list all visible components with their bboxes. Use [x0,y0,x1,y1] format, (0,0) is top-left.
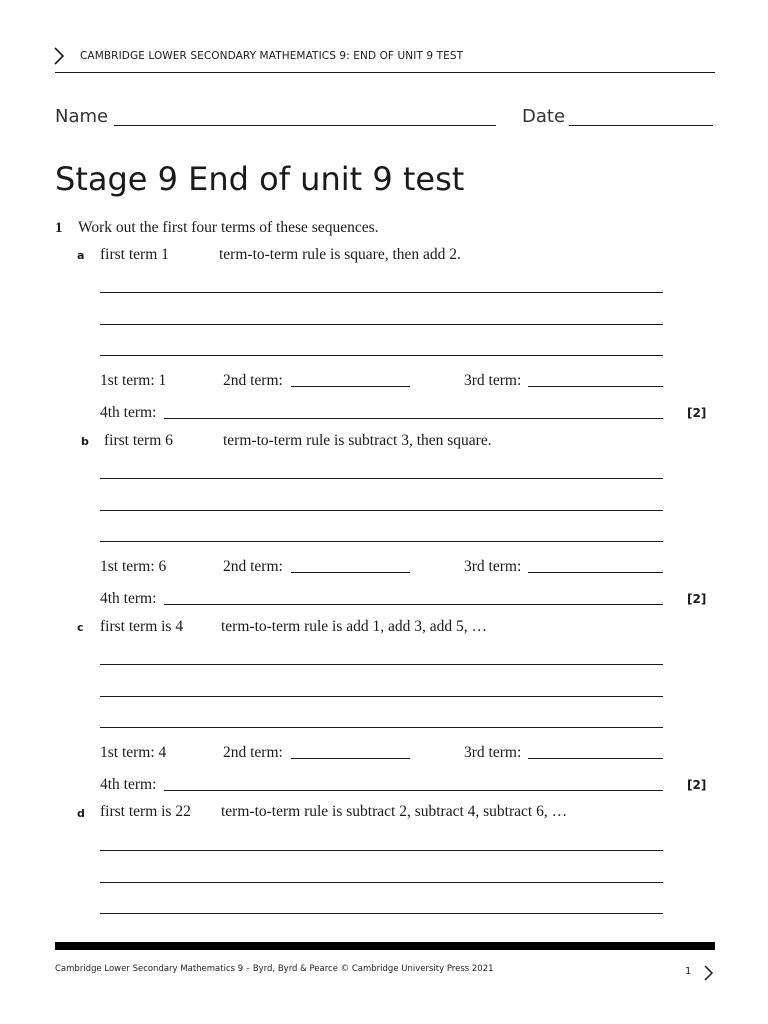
part-b-term2-answer[interactable] [291,572,410,573]
part-letter-a: a [77,249,85,262]
part-b-term4-answer[interactable] [164,604,663,605]
part-letter-d: d [77,807,85,820]
header-divider [55,72,715,73]
working-line[interactable] [100,882,663,883]
working-line[interactable] [100,913,663,914]
part-c-term1: 1st term: 4 [100,744,167,761]
part-c-term4-answer[interactable] [164,790,663,791]
part-b-term4-label: 4th term: [100,590,157,607]
working-line[interactable] [100,510,663,511]
part-a-first-term: first term 1 [100,246,169,263]
part-letter-c: c [77,621,84,634]
part-a-term1: 1st term: 1 [100,372,167,389]
part-letter-b: b [81,435,89,448]
working-line[interactable] [100,664,663,665]
part-b-term2-label: 2nd term: [223,558,283,575]
part-b-term3-answer[interactable] [528,572,663,573]
part-c-rule: term-to-term rule is add 1, add 3, add 5, … [221,618,488,635]
working-line[interactable] [100,727,663,728]
part-d-rule: term-to-term rule is subtract 2, subtract 4, subtract 6, … [221,803,568,820]
part-c-term2-answer[interactable] [291,758,410,759]
working-line[interactable] [100,292,663,293]
working-line[interactable] [100,696,663,697]
footer-bar [55,942,715,950]
part-b-term3-label: 3rd term: [464,558,522,575]
name-label: Name [55,106,109,127]
part-a-marks: [2] [687,406,707,420]
working-line[interactable] [100,355,663,356]
page-number: 1 [685,966,692,977]
part-a-term4-label: 4th term: [100,404,157,421]
part-c-term2-label: 2nd term: [223,744,283,761]
part-c-term4-label: 4th term: [100,776,157,793]
part-d-first-term: first term is 22 [100,803,191,820]
part-b-marks: [2] [687,592,707,606]
part-a-term2-answer[interactable] [291,386,410,387]
part-a-rule: term-to-term rule is square, then add 2. [219,246,461,263]
part-c-term3-answer[interactable] [528,758,663,759]
working-line[interactable] [100,324,663,325]
part-c-term3-label: 3rd term: [464,744,522,761]
footer-copyright: Cambridge Lower Secondary Mathematics 9 – Byrd, Byrd & Pearce © Cambridge University Press 2021 [55,964,494,974]
question-text: Work out the first four terms of these sequences. [78,219,379,236]
part-b-term1: 1st term: 6 [100,558,167,575]
working-line[interactable] [100,541,663,542]
name-field[interactable] [114,125,496,126]
date-label: Date [522,106,566,127]
working-line[interactable] [100,478,663,479]
part-b-first-term: first term 6 [104,432,173,449]
question-number: 1 [55,220,63,236]
working-line[interactable] [100,850,663,851]
chevron-right-icon [52,46,66,66]
page-title: Stage 9 End of unit 9 test [55,160,465,198]
part-a-term2-label: 2nd term: [223,372,283,389]
header-title: CAMBRIDGE LOWER SECONDARY MATHEMATICS 9: END OF UNIT 9 TEST [80,50,464,62]
chevron-right-icon[interactable] [702,964,714,982]
part-a-term3-answer[interactable] [528,386,663,387]
part-c-first-term: first term is 4 [100,618,184,635]
date-field[interactable] [569,125,713,126]
part-a-term4-answer[interactable] [164,418,663,419]
part-c-marks: [2] [687,778,707,792]
part-b-rule: term-to-term rule is subtract 3, then square. [223,432,492,449]
part-a-term3-label: 3rd term: [464,372,522,389]
